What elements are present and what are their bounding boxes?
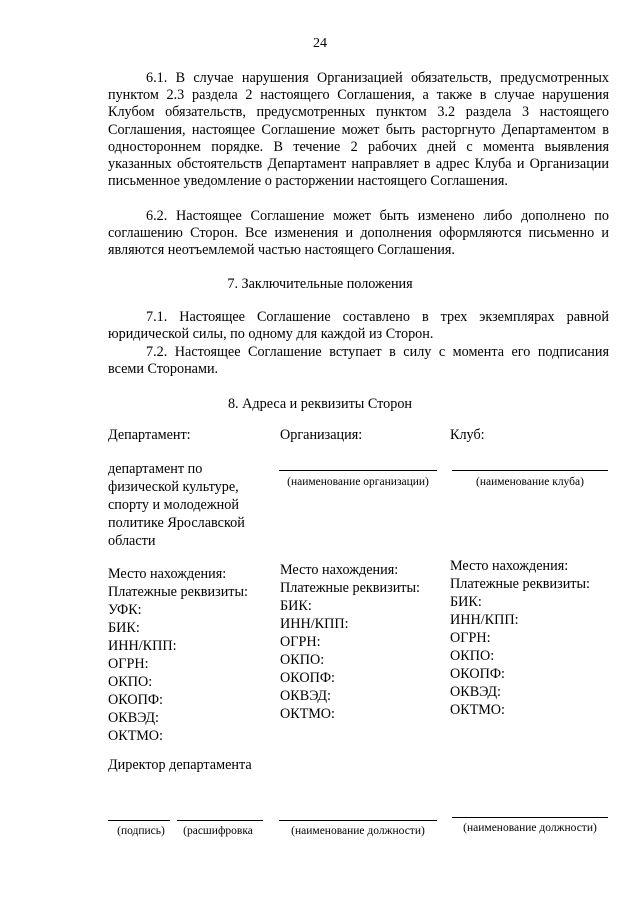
organization-field: Платежные реквизиты:: [280, 580, 420, 596]
department-name: департамент по физической культуре, спорту и молодежной политике Ярославской области: [108, 461, 245, 549]
department-field: БИК:: [108, 620, 140, 636]
department-field: ОКВЭД:: [108, 710, 159, 726]
club-field: БИК:: [450, 594, 482, 610]
club-field: ИНН/КПП:: [450, 612, 519, 628]
club-field: ОГРН:: [450, 630, 491, 646]
organization-field: ОГРН:: [280, 634, 321, 650]
organization-field: ОКТМО:: [280, 706, 335, 722]
club-field: ОКВЭД:: [450, 684, 501, 700]
signature-decryption-caption: (расшифровка: [183, 825, 253, 837]
department-field: УФК:: [108, 602, 142, 618]
department-title: Департамент:: [108, 427, 191, 443]
organization-field: БИК:: [280, 598, 312, 614]
department-field: ОКТМО:: [108, 728, 163, 744]
department-fields: [108, 565, 248, 745]
paragraph-6-1: 6.1. В случае нарушения Организацией обязательств, предусмотренных пунктом 2.3 раздела 2 настоящего Соглашения, а также в случае нарушения Клубом обязательств, предусмотренных пунктом 3.2 раздела 3 настоящего Соглашения, настоящее Соглашение может быть расторгнуто Департаментом в одностороннем порядке. В течение 2 рабочих дней с момента выявления указанных обстоятельств Департамент направляет в адрес Клуба и Организации письменное уведомление о расторжении настоящего Соглашения.: [108, 70, 609, 190]
organization-name-caption: (наименование организации): [287, 476, 429, 488]
department-field: Место нахождения:: [108, 566, 227, 582]
organization-fields: [280, 561, 420, 723]
director-label: Директор департамента: [108, 757, 252, 773]
club-title: Клуб:: [450, 427, 485, 443]
club-field: Место нахождения:: [450, 558, 569, 574]
club-fields: [450, 557, 590, 719]
organization-position-line: [279, 820, 437, 821]
club-field: ОКОПФ:: [450, 666, 505, 682]
page-number: 24: [313, 36, 327, 51]
signature-line: [108, 820, 170, 821]
signature-decryption-line: [177, 820, 263, 821]
paragraph-7-1: 7.1. Настоящее Соглашение составлено в трех экземплярах равной юридической силы, по одному для каждой из Сторон.: [108, 309, 609, 343]
organization-field: Место нахождения:: [280, 562, 399, 578]
department-field: ОКПО:: [108, 674, 153, 690]
department-field: ОКОПФ:: [108, 692, 163, 708]
club-name-caption: (наименование клуба): [476, 476, 584, 488]
organization-field: ИНН/КПП:: [280, 616, 349, 632]
organization-field: ОКВЭД:: [280, 688, 331, 704]
club-field: Платежные реквизиты:: [450, 576, 590, 592]
department-field: ИНН/КПП:: [108, 638, 177, 654]
organization-title: Организация:: [280, 427, 363, 443]
section-8-heading: 8. Адреса и реквизиты Сторон: [227, 396, 413, 412]
department-field: Платежные реквизиты:: [108, 584, 248, 600]
paragraph-7-2: 7.2. Настоящее Соглашение вступает в силу с момента его подписания всеми Сторонами.: [108, 344, 609, 378]
organization-position-caption: (наименование должности): [291, 825, 425, 837]
signature-caption: (подпись): [117, 825, 165, 837]
department-field: ОГРН:: [108, 656, 149, 672]
paragraph-6-2: 6.2. Настоящее Соглашение может быть изменено либо дополнено по соглашению Сторон. Все изменения и дополнения оформляются письменно и являются неотъемлемой частью настоящего Соглашения.: [108, 208, 609, 259]
organization-name-line: [279, 470, 437, 471]
organization-field: ОКПО:: [280, 652, 325, 668]
organization-field: ОКОПФ:: [280, 670, 335, 686]
club-position-line: [452, 817, 608, 818]
club-field: ОКПО:: [450, 648, 495, 664]
section-7-heading: 7. Заключительные положения: [227, 276, 413, 292]
club-name-line: [452, 470, 608, 471]
club-field: ОКТМО:: [450, 702, 505, 718]
club-position-caption: (наименование должности): [463, 822, 597, 834]
